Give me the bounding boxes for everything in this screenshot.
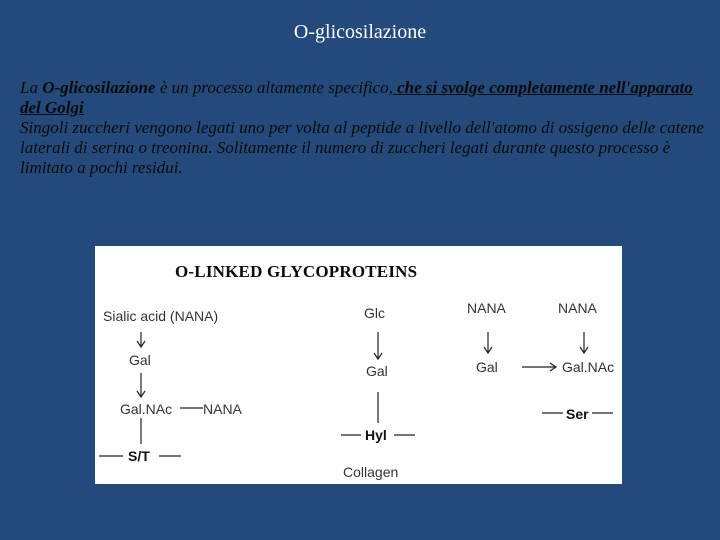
arrow-glc-to-gal xyxy=(374,332,382,359)
arrow-gal-to-galnac-h xyxy=(522,363,556,371)
label-col2-glc: Glc xyxy=(364,305,385,321)
label-col3-gal: Gal xyxy=(476,359,498,375)
label-col4-galnac: Gal.NAc xyxy=(562,359,615,375)
label-col3-nana: NANA xyxy=(467,300,506,316)
label-collagen: Collagen xyxy=(343,464,399,480)
intro-middle: è un processo altamente specifico, xyxy=(155,78,393,97)
intro-term: O-glicosilazione xyxy=(42,78,156,97)
arrow-gal-to-galnac xyxy=(137,373,145,397)
label-sialic-acid: Sialic acid (NANA) xyxy=(103,308,219,324)
paragraph-intro xyxy=(20,78,705,118)
figure-title: O-LINKED GLYCOPROTEINS xyxy=(175,262,418,281)
label-col4-nana: NANA xyxy=(558,300,597,316)
label-col2-gal: Gal xyxy=(366,363,388,379)
arrow-nana-to-galnac xyxy=(580,332,588,353)
body-text xyxy=(20,78,705,178)
paragraph-details: Singoli zuccheri vengono legati uno per volta al peptide a livello dell'atomo di ossigeno delle catene laterali di serina o treonina. Solitamente il numero di zuccheri legati durante questo processo è limitato a pochi residui. xyxy=(20,118,704,177)
label-hydroxylysine: Hyl xyxy=(365,427,387,443)
label-serine: Ser xyxy=(566,406,589,422)
arrow-sialic-to-gal xyxy=(137,332,145,347)
slide-title: O-glicosilazione xyxy=(293,21,427,43)
label-serine-threonine: S/T xyxy=(128,448,150,464)
glycoprotein-figure xyxy=(95,246,622,484)
intro-prefix: La xyxy=(20,78,43,97)
intro-underlined: che si svolge completamente nell'apparato del Golgi xyxy=(20,78,693,117)
label-col1-gal: Gal xyxy=(129,352,151,368)
label-col1-galnac: Gal.NAc xyxy=(120,401,173,417)
label-col1-nana: NANA xyxy=(203,401,242,417)
arrow-nana-to-gal xyxy=(484,332,492,353)
